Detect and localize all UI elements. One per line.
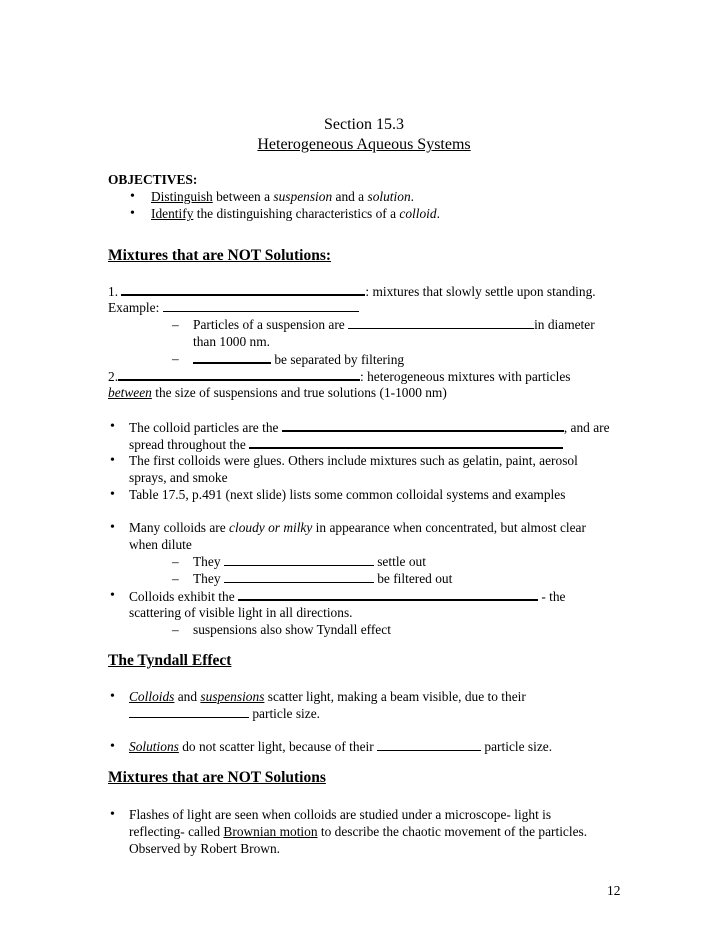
answer-blank	[129, 705, 249, 718]
scatter-light-cont: particle size.	[129, 705, 320, 722]
dash-icon: –	[172, 317, 179, 332]
dash-icon: –	[172, 571, 179, 586]
table-reference-line: Table 17.5, p.491 (next slide) lists some common colloidal systems and examples	[129, 487, 566, 502]
tyndall-exhibit-line: Colloids exhibit the - the	[129, 589, 566, 604]
example-line: Example:	[108, 299, 359, 316]
answer-blank	[193, 350, 271, 364]
colloid-particles-line: The colloid particles are the , and are	[129, 420, 610, 435]
answer-blank	[282, 418, 564, 432]
answer-blank	[224, 553, 374, 566]
robert-brown-line: Observed by Robert Brown.	[129, 841, 280, 856]
question-2-cont: between the size of suspensions and true solutions (1-1000 nm)	[108, 385, 447, 400]
question-2: 2. : heterogeneous mixtures with particles	[108, 369, 571, 384]
objectives-heading: OBJECTIVES:	[108, 172, 198, 187]
bullet-icon: •	[110, 419, 115, 434]
objective-1: Distinguish between a suspension and a solution.	[151, 189, 414, 204]
bullet-icon: •	[130, 189, 135, 204]
bullet-icon: •	[110, 487, 115, 502]
section-heading-tyndall: The Tyndall Effect	[108, 652, 232, 669]
bullet-icon: •	[130, 206, 135, 221]
answer-blank	[348, 316, 534, 329]
suspension-size-line: Particles of a suspension are in diameter	[193, 317, 595, 332]
section-number: Section 15.3	[324, 116, 404, 133]
answer-blank	[118, 367, 360, 381]
answer-blank	[249, 435, 563, 449]
answer-blank	[224, 570, 374, 583]
bullet-icon: •	[110, 689, 115, 704]
page-number: 12	[607, 883, 621, 898]
bullet-icon: •	[110, 520, 115, 535]
suspension-size-cont: than 1000 nm.	[193, 334, 270, 349]
page-title: Heterogeneous Aqueous Systems	[257, 136, 471, 153]
bullet-icon: •	[110, 588, 115, 603]
bullet-icon: •	[110, 739, 115, 754]
answer-blank	[163, 299, 359, 312]
answer-blank	[377, 738, 481, 751]
scatter-light-line: Colloids and suspensions scatter light, making a beam visible, due to their	[129, 689, 526, 704]
suspension-tyndall-line: suspensions also show Tyndall effect	[193, 622, 391, 637]
tyndall-exhibit-cont: scattering of visible light in all directions.	[129, 605, 353, 620]
filtered-line: They be filtered out	[193, 571, 453, 586]
brownian-line: Flashes of light are seen when colloids are studied under a microscope- light is	[129, 807, 552, 822]
dash-icon: –	[172, 554, 179, 569]
solutions-light-line: Solutions do not scatter light, because of their particle size.	[129, 739, 553, 754]
question-1: 1. : mixtures that slowly settle upon standing.	[108, 284, 596, 299]
cloudy-colloids-cont: when dilute	[129, 537, 192, 552]
section-heading-mixtures-2: Mixtures that are NOT Solutions	[108, 769, 326, 786]
section-heading-mixtures: Mixtures that are NOT Solutions:	[108, 247, 332, 264]
answer-blank	[238, 587, 538, 601]
objective-2: Identify the distinguishing characteristics of a colloid.	[151, 206, 440, 221]
bullet-icon: •	[110, 453, 115, 468]
colloid-particles-cont: spread throughout the	[129, 435, 563, 453]
cloudy-colloids-line: Many colloids are cloudy or milky in appearance when concentrated, but almost clear	[129, 520, 586, 535]
dash-icon: –	[172, 351, 179, 366]
filter-line: be separated by filtering	[193, 350, 404, 368]
answer-blank	[121, 282, 365, 296]
settle-line: They settle out	[193, 554, 426, 569]
bullet-icon: •	[110, 807, 115, 822]
first-colloids-line: The first colloids were glues. Others include mixtures such as gelatin, paint, aerosol	[129, 453, 578, 468]
dash-icon: –	[172, 622, 179, 637]
brownian-cont: reflecting- called Brownian motion to describe the chaotic movement of the particles.	[129, 824, 588, 839]
first-colloids-cont: sprays, and smoke	[129, 470, 228, 485]
